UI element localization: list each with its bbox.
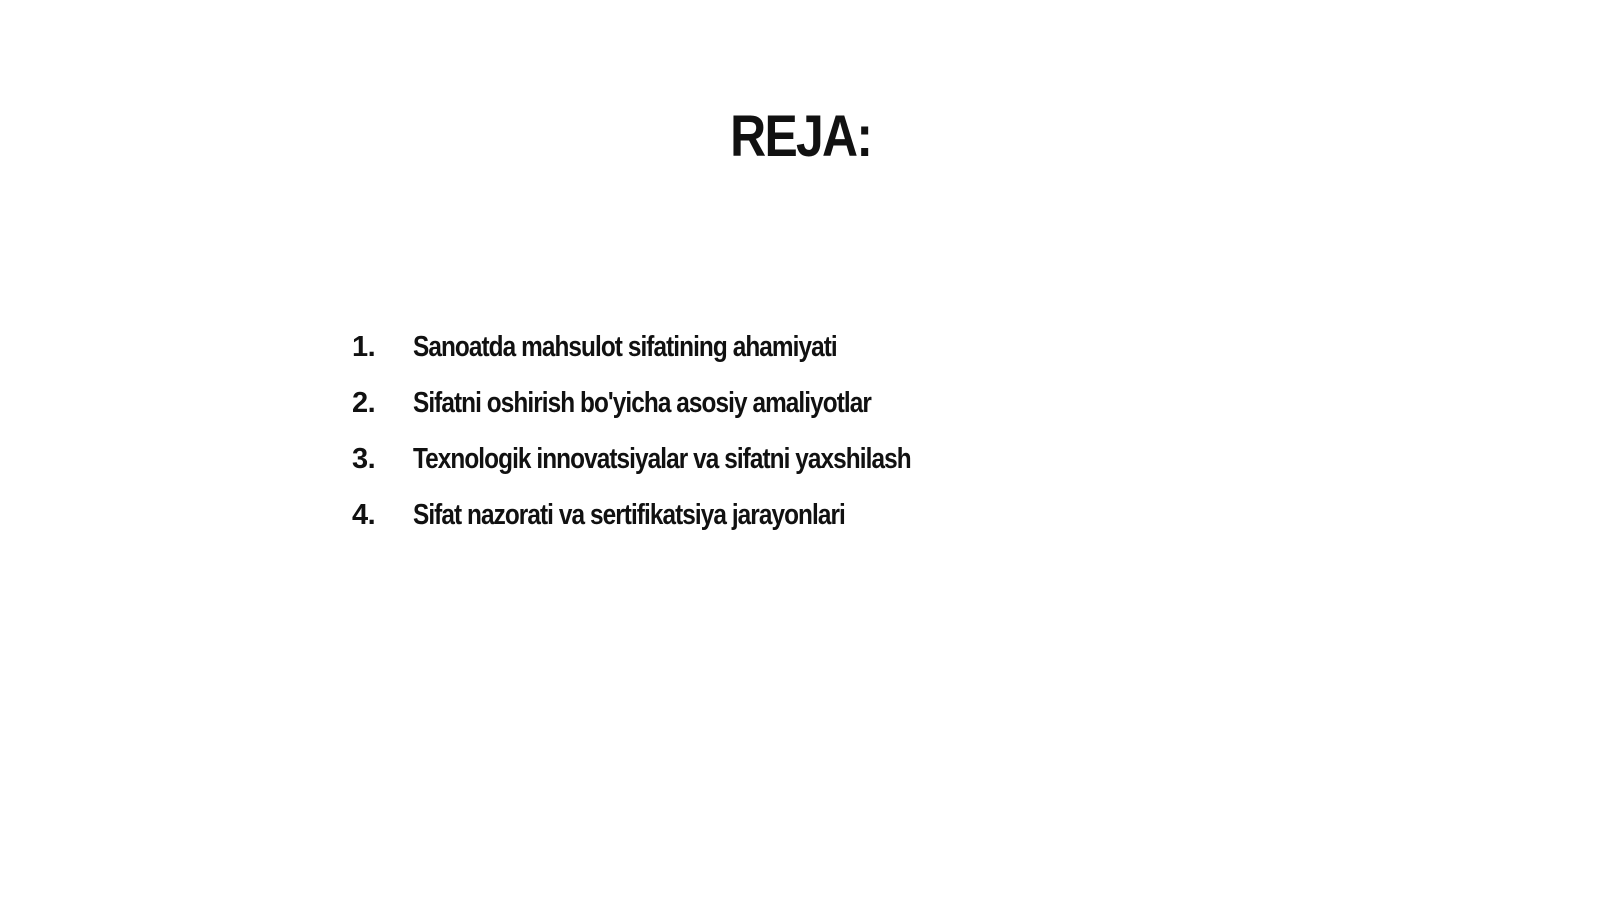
list-item-text: Sifatni oshirish bo'yicha asosiy amaliyotlar <box>413 387 871 419</box>
list-item-number: 4. <box>352 499 376 531</box>
list-item <box>352 493 1005 549</box>
list-item-number: 1. <box>352 331 376 363</box>
list-item-number: 2. <box>352 387 376 419</box>
list-item <box>352 381 1005 437</box>
list-item-number: 3. <box>352 443 376 475</box>
slide-title: REJA: <box>730 104 872 169</box>
list-item-text: Sanoatda mahsulot sifatining ahamiyati <box>413 331 837 363</box>
list-item-text: Sifat nazorati va sertifikatsiya jarayonlari <box>413 499 845 531</box>
list-item <box>352 437 1005 493</box>
list-item-text: Texnologik innovatsiyalar va sifatni yaxshilash <box>413 443 911 475</box>
plan-list <box>352 325 1005 549</box>
list-item <box>352 325 1005 381</box>
